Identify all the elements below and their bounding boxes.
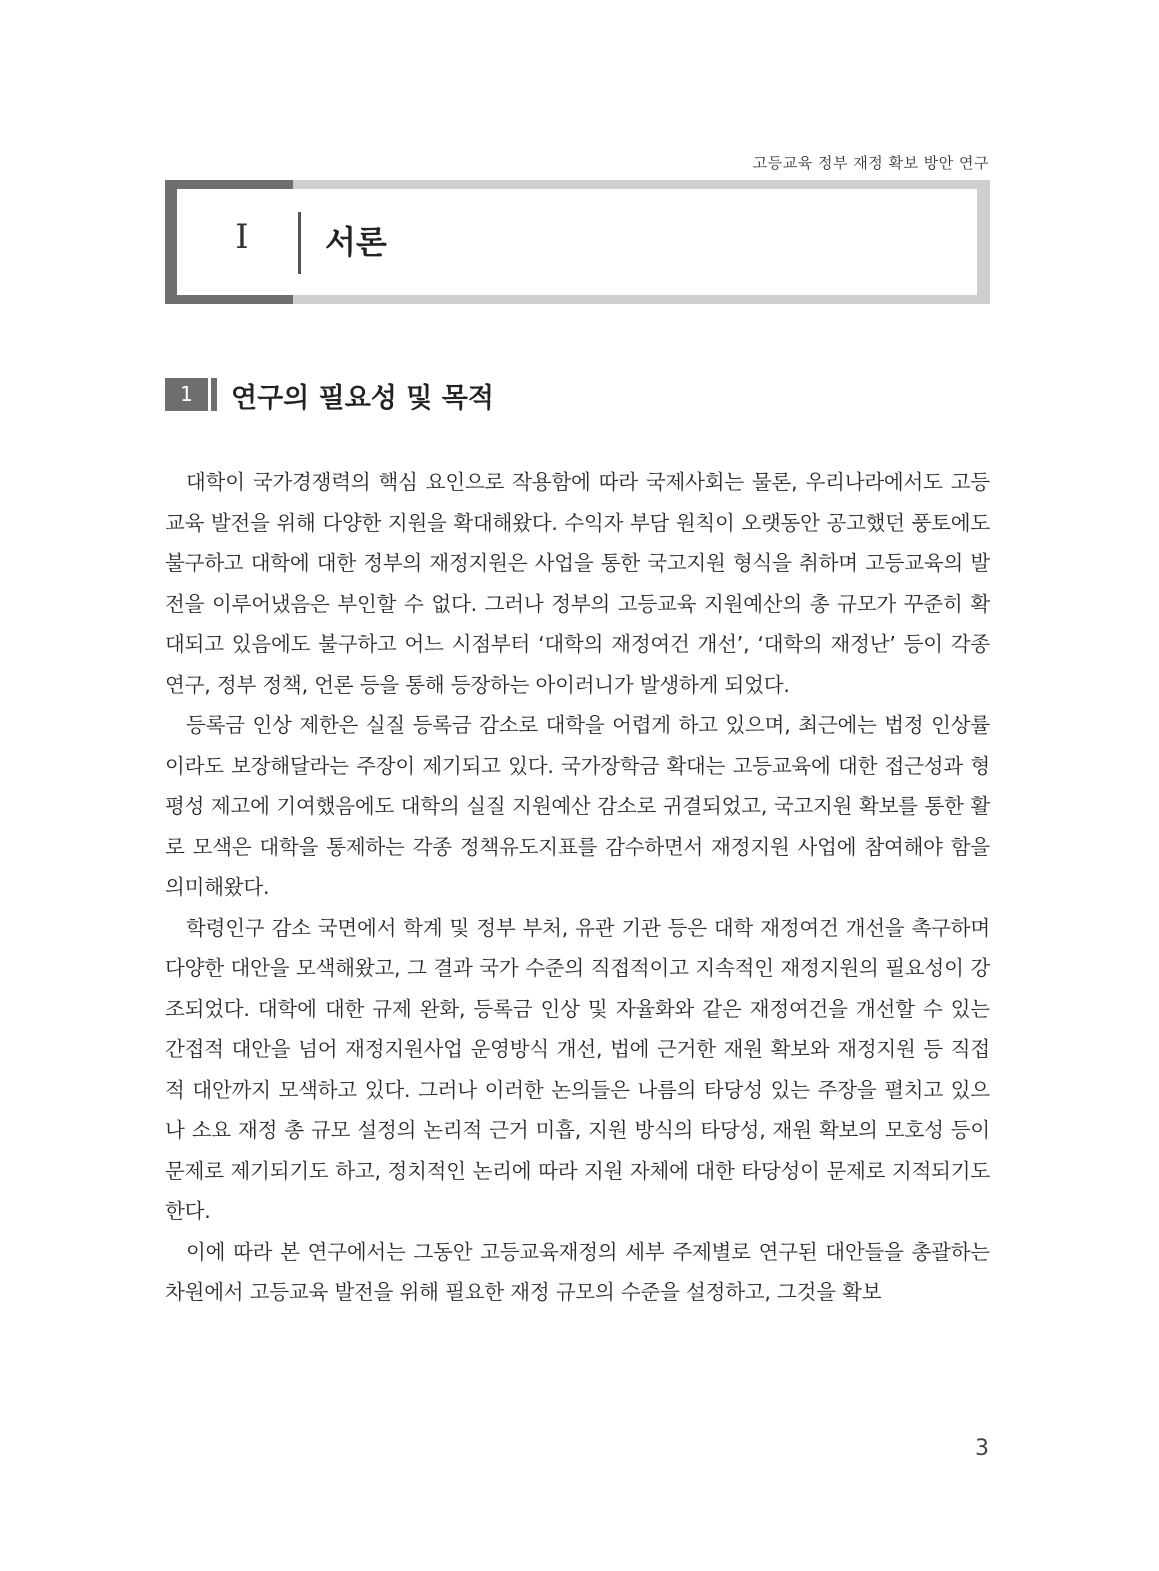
- paragraph: 대학이 국가경쟁력의 핵심 요인으로 작용함에 따라 국제사회는 물론, 우리나라에서도 고등교육 발전을 위해 다양한 지원을 확대해왔다. 수익자 부담 원칙이 오랫동안 공고했던 풍토에도 불구하고 대학에 대한 정부의 재정지원은 사업을 통한 국고지원 형식을 취하며 고등교육의 발전을 이루어냈음은 부인할 수 없다. 그러나 정부의 고등교육 지원예산의 총 규모가 꾸준히 확대되고 있음에도 불구하고 어느 시점부터 ‘대학의 재정여건 개선’, ‘대학의 재정난’ 등이 각종 연구, 정부 정책, 언론 등을 통해 등장하는 아이러니가 발생하게 되었다.: [165, 470, 990, 697]
- chapter-box-inner: [177, 189, 977, 295]
- page-number: 3: [975, 1436, 989, 1461]
- running-header: 고등교육 정부 재정 확보 방안 연구: [752, 154, 989, 172]
- chapter-title: 서론: [325, 223, 387, 261]
- section-number-badge: 1: [165, 378, 208, 411]
- chapter-divider: [298, 212, 301, 274]
- paragraph: 학령인구 감소 국면에서 학계 및 정부 부처, 유관 기관 등은 대학 재정여건 개선을 촉구하며 다양한 대안을 모색해왔고, 그 결과 국가 수준의 직접적이고 지속적인 재정지원의 필요성이 강조되었다. 대학에 대한 규제 완화, 등록금 인상 및 자율화와 같은 재정여건을 개선할 수 있는 간접적 대안을 넘어 재정지원사업 운영방식 개선, 법에 근거한 재원 확보와 재정지원 등 직접적 대안까지 모색하고 있다. 그러나 이러한 논의들은 나름의 타당성 있는 주장을 펼치고 있으나 소요 재정 총 규모 설정의 논리적 근거 미흡, 지원 방식의 타당성, 재원 확보의 모호성 등이 문제로 제기되기도 하고, 정치적인 논리에 따라 지원 자체에 대한 타당성이 문제로 지적되기도 한다.: [165, 915, 990, 1223]
- paragraph: 이에 따라 본 연구에서는 그동안 고등교육재정의 세부 주제별로 연구된 대안들을 총괄하는 차원에서 고등교육 발전을 위해 필요한 재정 규모의 수준을 설정하고, 그것을 확보: [165, 1239, 990, 1304]
- chapter-number: I: [235, 217, 249, 257]
- section-title: 연구의 필요성 및 목적: [231, 383, 494, 414]
- body-text: [165, 462, 990, 1313]
- paragraph: 등록금 인상 제한은 실질 등록금 감소로 대학을 어렵게 하고 있으며, 최근에는 법정 인상률이라도 보장해달라는 주장이 제기되고 있다. 국가장학금 확대는 고등교육에 대한 접근성과 형평성 제고에 기여했음에도 대학의 실질 지원예산 감소로 귀결되었고, 국고지원 확보를 통한 활로 모색은 대학을 통제하는 각종 정책유도지표를 감수하면서 재정지원 사업에 참여해야 함을 의미해왔다.: [165, 713, 990, 899]
- chapter-heading-box: [165, 180, 990, 304]
- section-bar: [211, 378, 217, 411]
